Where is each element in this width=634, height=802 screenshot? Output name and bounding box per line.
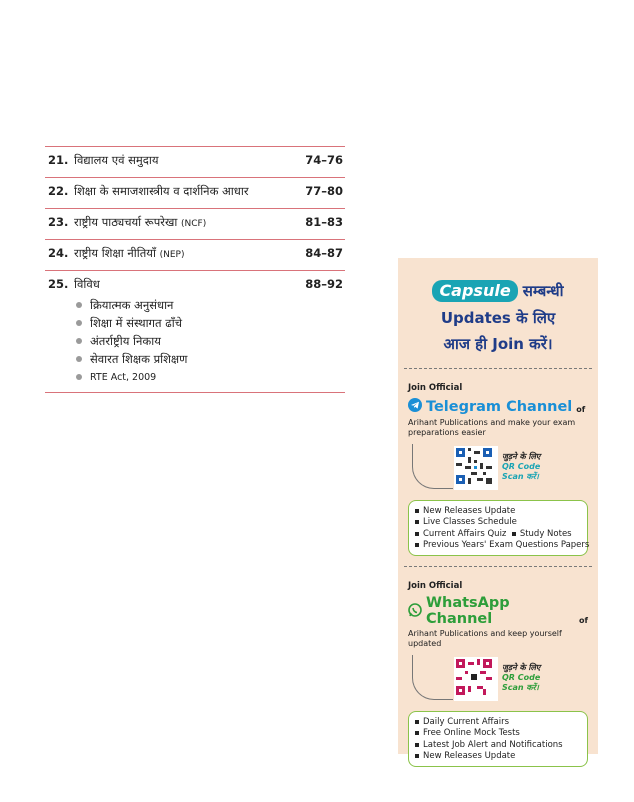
scan-qr-note: जुड़ने के लिए QR Code Scan करें। (502, 663, 541, 692)
toc-pages: 84–87 (305, 246, 343, 260)
toc-number: 25. (48, 277, 69, 291)
telegram-features-box (408, 500, 588, 556)
square-bullet-icon (415, 720, 419, 724)
feature-item: New Releases Update (415, 751, 581, 763)
square-bullet-icon (415, 543, 419, 547)
whatsapp-qr-code[interactable] (454, 657, 498, 701)
of-label: of (579, 616, 588, 625)
square-bullet-icon (415, 520, 419, 524)
capsule-logo: Capsule (432, 280, 517, 302)
toc-subitem[interactable]: अंतर्राष्ट्रीय निकाय (74, 332, 305, 350)
toc-title: विद्यालय एवं समुदाय (74, 153, 159, 167)
bullet-icon (76, 320, 82, 326)
join-official-label: Join Official (408, 581, 463, 591)
divider (404, 368, 592, 369)
square-bullet-icon (415, 754, 419, 758)
toc-number: 21. (48, 153, 69, 167)
whatsapp-channel-link[interactable] (408, 595, 588, 627)
toc-subitem[interactable]: सेवारत शिक्षक प्रशिक्षण (74, 350, 305, 368)
divider (404, 566, 592, 567)
whatsapp-channel-name: WhatsApp Channel (426, 595, 510, 627)
telegram-qr-area (408, 442, 588, 500)
toc-subitem[interactable]: क्रियात्मक अनुसंधान (74, 296, 305, 314)
feature-item: Free Online Mock Tests (415, 728, 581, 740)
telegram-description: Arihant Publications and make your exam preparations easier (408, 418, 576, 437)
feature-item: Current Affairs Quiz Study Notes (415, 528, 581, 540)
square-bullet-icon (512, 532, 516, 536)
toc-row-25[interactable] (45, 271, 345, 393)
ad-heading (398, 258, 598, 354)
whatsapp-icon (408, 602, 422, 621)
join-official-label: Join Official (408, 383, 463, 393)
of-label: of (576, 405, 586, 414)
bullet-icon (76, 302, 82, 308)
toc-pages: 81–83 (305, 215, 343, 229)
curved-arrow-icon (412, 655, 453, 700)
ad-heading-line2: Updates के लिए (440, 309, 556, 327)
square-bullet-icon (415, 509, 419, 513)
toc-title: शिक्षा के समाजशास्त्रीय व दार्शनिक आधार (74, 184, 249, 198)
toc-title-block (74, 277, 305, 386)
capsule-ad-panel (398, 258, 598, 762)
square-bullet-icon (415, 532, 419, 536)
bullet-icon (76, 374, 82, 380)
telegram-icon (408, 397, 422, 416)
whatsapp-section (398, 581, 598, 767)
feature-item: Live Classes Schedule (415, 517, 581, 529)
toc-pages: 88–92 (305, 277, 343, 291)
table-of-contents (45, 146, 345, 393)
toc-row-22[interactable] (45, 178, 345, 209)
toc-number: 23. (48, 215, 69, 229)
feature-item: Latest Job Alert and Notifications (415, 739, 581, 751)
toc-subitem[interactable]: शिक्षा में संस्थागत ढाँचे (74, 314, 305, 332)
feature-item: Daily Current Affairs (415, 716, 581, 728)
toc-title: राष्ट्रीय शिक्षा नीतियाँ (NEP) (74, 246, 185, 260)
whatsapp-description: Arihant Publications and keep yourself updated (408, 629, 562, 648)
telegram-qr-code[interactable] (454, 446, 498, 490)
telegram-section (398, 383, 598, 556)
bullet-icon (76, 338, 82, 344)
toc-pages: 74–76 (305, 153, 343, 167)
toc-row-21[interactable] (45, 147, 345, 178)
telegram-channel-name: Telegram Channel (426, 398, 573, 415)
telegram-channel-link[interactable] (408, 397, 588, 416)
toc-pages: 77–80 (305, 184, 343, 198)
toc-title: विविध (74, 277, 100, 291)
scan-qr-note: जुड़ने के लिए QR Code Scan करें। (502, 452, 541, 481)
toc-number: 24. (48, 246, 69, 260)
feature-item: New Releases Update (415, 505, 581, 517)
toc-number: 22. (48, 184, 69, 198)
toc-subitem[interactable]: RTE Act, 2009 (74, 368, 305, 386)
square-bullet-icon (415, 731, 419, 735)
toc-row-24[interactable] (45, 240, 345, 271)
toc-subitems (74, 296, 305, 386)
whatsapp-features-box (408, 711, 588, 767)
whatsapp-qr-area (408, 653, 588, 711)
square-bullet-icon (415, 743, 419, 747)
curved-arrow-icon (412, 444, 453, 489)
toc-row-23[interactable] (45, 209, 345, 240)
ad-heading-hindi: सम्बन्धी (522, 282, 564, 300)
feature-item: Previous Years' Exam Questions Papers (415, 540, 581, 552)
bullet-icon (76, 356, 82, 362)
ad-heading-line3: आज ही Join करें। (443, 335, 553, 353)
toc-title: राष्ट्रीय पाठ्यचर्या रूपरेखा (NCF) (74, 215, 207, 229)
